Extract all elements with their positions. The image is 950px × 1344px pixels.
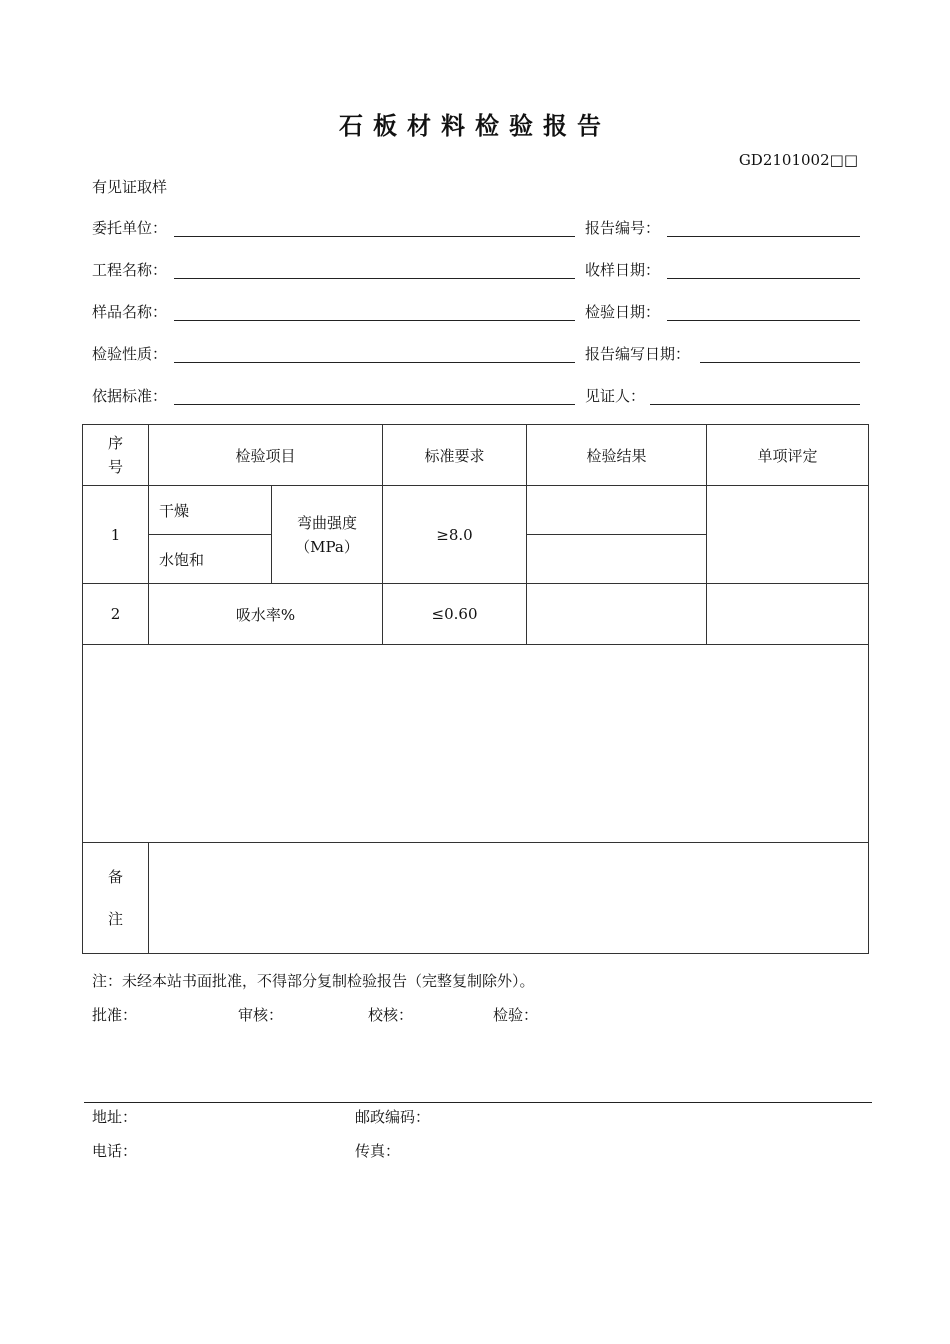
nature-input-line[interactable] bbox=[174, 362, 575, 363]
inspect-label: 检验： bbox=[493, 1006, 539, 1024]
witness-sampling-note: 有见证取样 bbox=[92, 178, 168, 196]
footer-divider bbox=[84, 1102, 872, 1103]
project-input-line[interactable] bbox=[174, 278, 575, 279]
header-rating: 单项评定 bbox=[707, 425, 869, 486]
received-date-label: 收样日期： bbox=[585, 261, 661, 279]
proofread-label: 校核： bbox=[368, 1006, 414, 1024]
approve-label: 批准： bbox=[92, 1006, 138, 1024]
address-label: 地址： bbox=[92, 1108, 138, 1126]
row2-seq: 2 bbox=[83, 584, 149, 645]
project-label: 工程名称： bbox=[92, 261, 168, 279]
witness-label: 见证人： bbox=[585, 387, 646, 405]
row1-sub-dry: 干燥 bbox=[149, 486, 272, 535]
row1-rating[interactable] bbox=[707, 486, 869, 584]
received-date-input-line[interactable] bbox=[667, 278, 860, 279]
nature-label: 检验性质： bbox=[92, 345, 168, 363]
row2-result[interactable] bbox=[527, 584, 707, 645]
row2-requirement: ≤0.60 bbox=[383, 584, 527, 645]
blank-area[interactable] bbox=[83, 645, 869, 843]
witness-input-line[interactable] bbox=[650, 404, 860, 405]
inspection-table bbox=[82, 424, 869, 954]
header-requirement: 标准要求 bbox=[383, 425, 527, 486]
sample-label: 样品名称： bbox=[92, 303, 168, 321]
header-seq: 序 号 bbox=[83, 425, 149, 486]
header-result: 检验结果 bbox=[527, 425, 707, 486]
test-date-label: 检验日期： bbox=[585, 303, 661, 321]
remarks-row bbox=[83, 843, 869, 954]
standard-input-line[interactable] bbox=[174, 404, 575, 405]
sample-input-line[interactable] bbox=[174, 320, 575, 321]
client-input-line[interactable] bbox=[174, 236, 575, 237]
table-row bbox=[83, 486, 869, 535]
table-row bbox=[83, 584, 869, 645]
client-label: 委托单位： bbox=[92, 219, 168, 237]
test-date-input-line[interactable] bbox=[667, 320, 860, 321]
row1-sub-saturated: 水饱和 bbox=[149, 535, 272, 584]
row1-requirement: ≥8.0 bbox=[383, 486, 527, 584]
row1-result-saturated[interactable] bbox=[527, 535, 707, 584]
report-title: 石板材料检验报告 bbox=[339, 112, 611, 140]
remarks-content[interactable] bbox=[149, 843, 869, 954]
row2-item-name: 吸水率% bbox=[149, 584, 383, 645]
row1-result-dry[interactable] bbox=[527, 486, 707, 535]
review-label: 审核： bbox=[238, 1006, 284, 1024]
copy-notice: 注：未经本站书面批准，不得部分复制检验报告（完整复制除外）。 bbox=[92, 972, 535, 990]
report-no-input-line[interactable] bbox=[667, 236, 860, 237]
standard-label: 依据标准： bbox=[92, 387, 168, 405]
document-code: GD2101002□□ bbox=[738, 151, 858, 169]
row1-seq: 1 bbox=[83, 486, 149, 584]
postcode-label: 邮政编码： bbox=[355, 1108, 431, 1126]
written-date-label: 报告编写日期： bbox=[585, 345, 691, 363]
remarks-label: 备 注 bbox=[83, 843, 149, 954]
fax-label: 传真： bbox=[355, 1142, 401, 1160]
header-item: 检验项目 bbox=[149, 425, 383, 486]
written-date-input-line[interactable] bbox=[700, 362, 860, 363]
row1-item-name: 弯曲强度 （MPa） bbox=[272, 486, 383, 584]
phone-label: 电话： bbox=[92, 1142, 138, 1160]
row2-rating[interactable] bbox=[707, 584, 869, 645]
blank-area-row bbox=[83, 645, 869, 843]
table-header-row bbox=[83, 425, 869, 486]
report-no-label: 报告编号： bbox=[585, 219, 661, 237]
